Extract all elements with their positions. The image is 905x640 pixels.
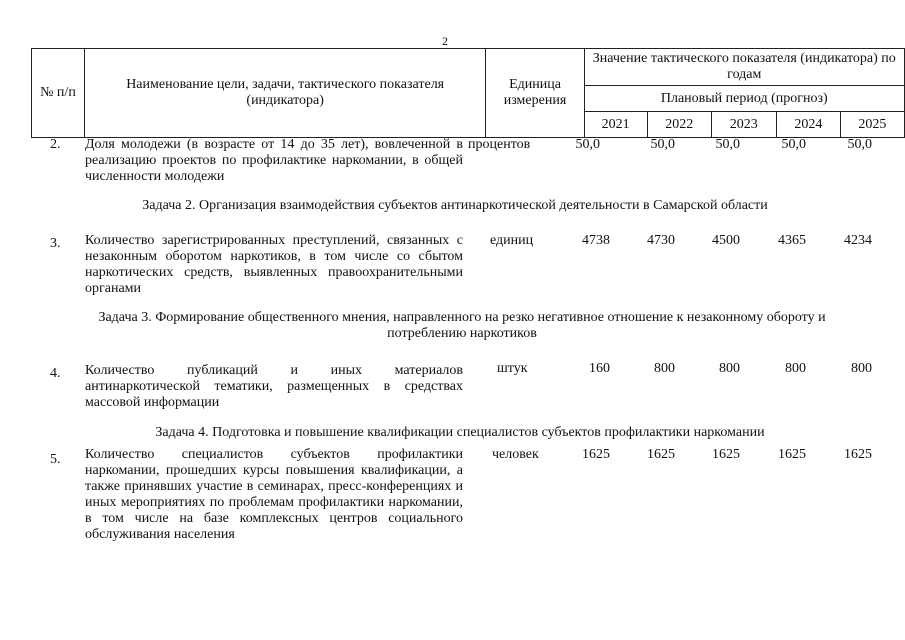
- value-2025: 800: [851, 361, 872, 376]
- indicator-name: Доля молодежи (в возрасте от 14 до 35 лет), вовлеченной в реализацию проектов по профилактике наркомании, в общей численности молодежи: [85, 137, 463, 184]
- row-number: 4.: [50, 366, 61, 381]
- values-col-header: Значение тактического показателя (индикатора) по годам: [584, 49, 904, 86]
- row-number: 3.: [50, 236, 61, 251]
- indicator-name: Количество публикаций и иных материалов антинаркотической тематики, размещенных в средствах массовой информации: [85, 363, 463, 410]
- unit: единиц: [490, 233, 534, 248]
- year-header: 2023: [711, 112, 776, 138]
- row-number: 2.: [50, 137, 61, 152]
- num-col-header: № п/п: [32, 49, 85, 138]
- year-header: 2021: [584, 112, 647, 138]
- year-header: 2025: [840, 112, 904, 138]
- value-2021: 4738: [582, 233, 610, 248]
- task-heading: Задача 4. Подготовка и повышение квалификации специалистов субъектов профилактики наркомании: [155, 425, 765, 440]
- value-2023: 4500: [712, 233, 740, 248]
- value-2023: 800: [719, 361, 740, 376]
- period-col-header: Плановый период (прогноз): [584, 86, 904, 112]
- value-2021: 50,0: [575, 137, 600, 152]
- value-2022: 800: [654, 361, 675, 376]
- task-heading: Задача 2. Организация взаимодействия субъектов антинаркотической деятельности в Самарской области: [142, 198, 768, 213]
- value-2024: 50,0: [781, 137, 806, 152]
- name-col-header: Наименование цели, задачи, тактического показателя (индикатора): [84, 49, 486, 138]
- indicator-name: Количество зарегистрированных преступлений, связанных с незаконным оборотом наркотиков, в том числе со сбытом наркотических средств, выявленных правоохранительными органами: [85, 233, 463, 296]
- unit: процентов: [468, 137, 531, 152]
- unit: штук: [497, 361, 528, 376]
- value-2023: 1625: [712, 447, 740, 462]
- value-2024: 1625: [778, 447, 806, 462]
- task-heading: Задача 3. Формирование общественного мнения, направленного на резко негативное отношение к незаконному обороту и потреблению наркотиков: [98, 310, 826, 341]
- value-2022: 1625: [647, 447, 675, 462]
- value-2022: 4730: [647, 233, 675, 248]
- indicator-name: Количество специалистов субъектов профилактики наркомании, прошедших курсы повышения квалификации, а также принявших участие в семинарах, пресс-конференциях и иных мероприятиях по проблемам профилактики наркомании, в том числе на базе комплексных центров социального обслуживания населения: [85, 447, 463, 542]
- page-number: 2: [442, 34, 448, 48]
- unit: человек: [492, 447, 539, 462]
- value-2024: 800: [785, 361, 806, 376]
- year-header: 2024: [776, 112, 840, 138]
- value-2025: 1625: [844, 447, 872, 462]
- value-2025: 50,0: [847, 137, 872, 152]
- value-2021: 160: [589, 361, 610, 376]
- value-2025: 4234: [844, 233, 872, 248]
- value-2023: 50,0: [715, 137, 740, 152]
- unit-col-header: Единица измерения: [486, 49, 584, 138]
- row-number: 5.: [50, 452, 61, 467]
- value-2022: 50,0: [650, 137, 675, 152]
- header-table: [31, 48, 905, 138]
- year-header: 2022: [647, 112, 711, 138]
- value-2021: 1625: [582, 447, 610, 462]
- value-2024: 4365: [778, 233, 806, 248]
